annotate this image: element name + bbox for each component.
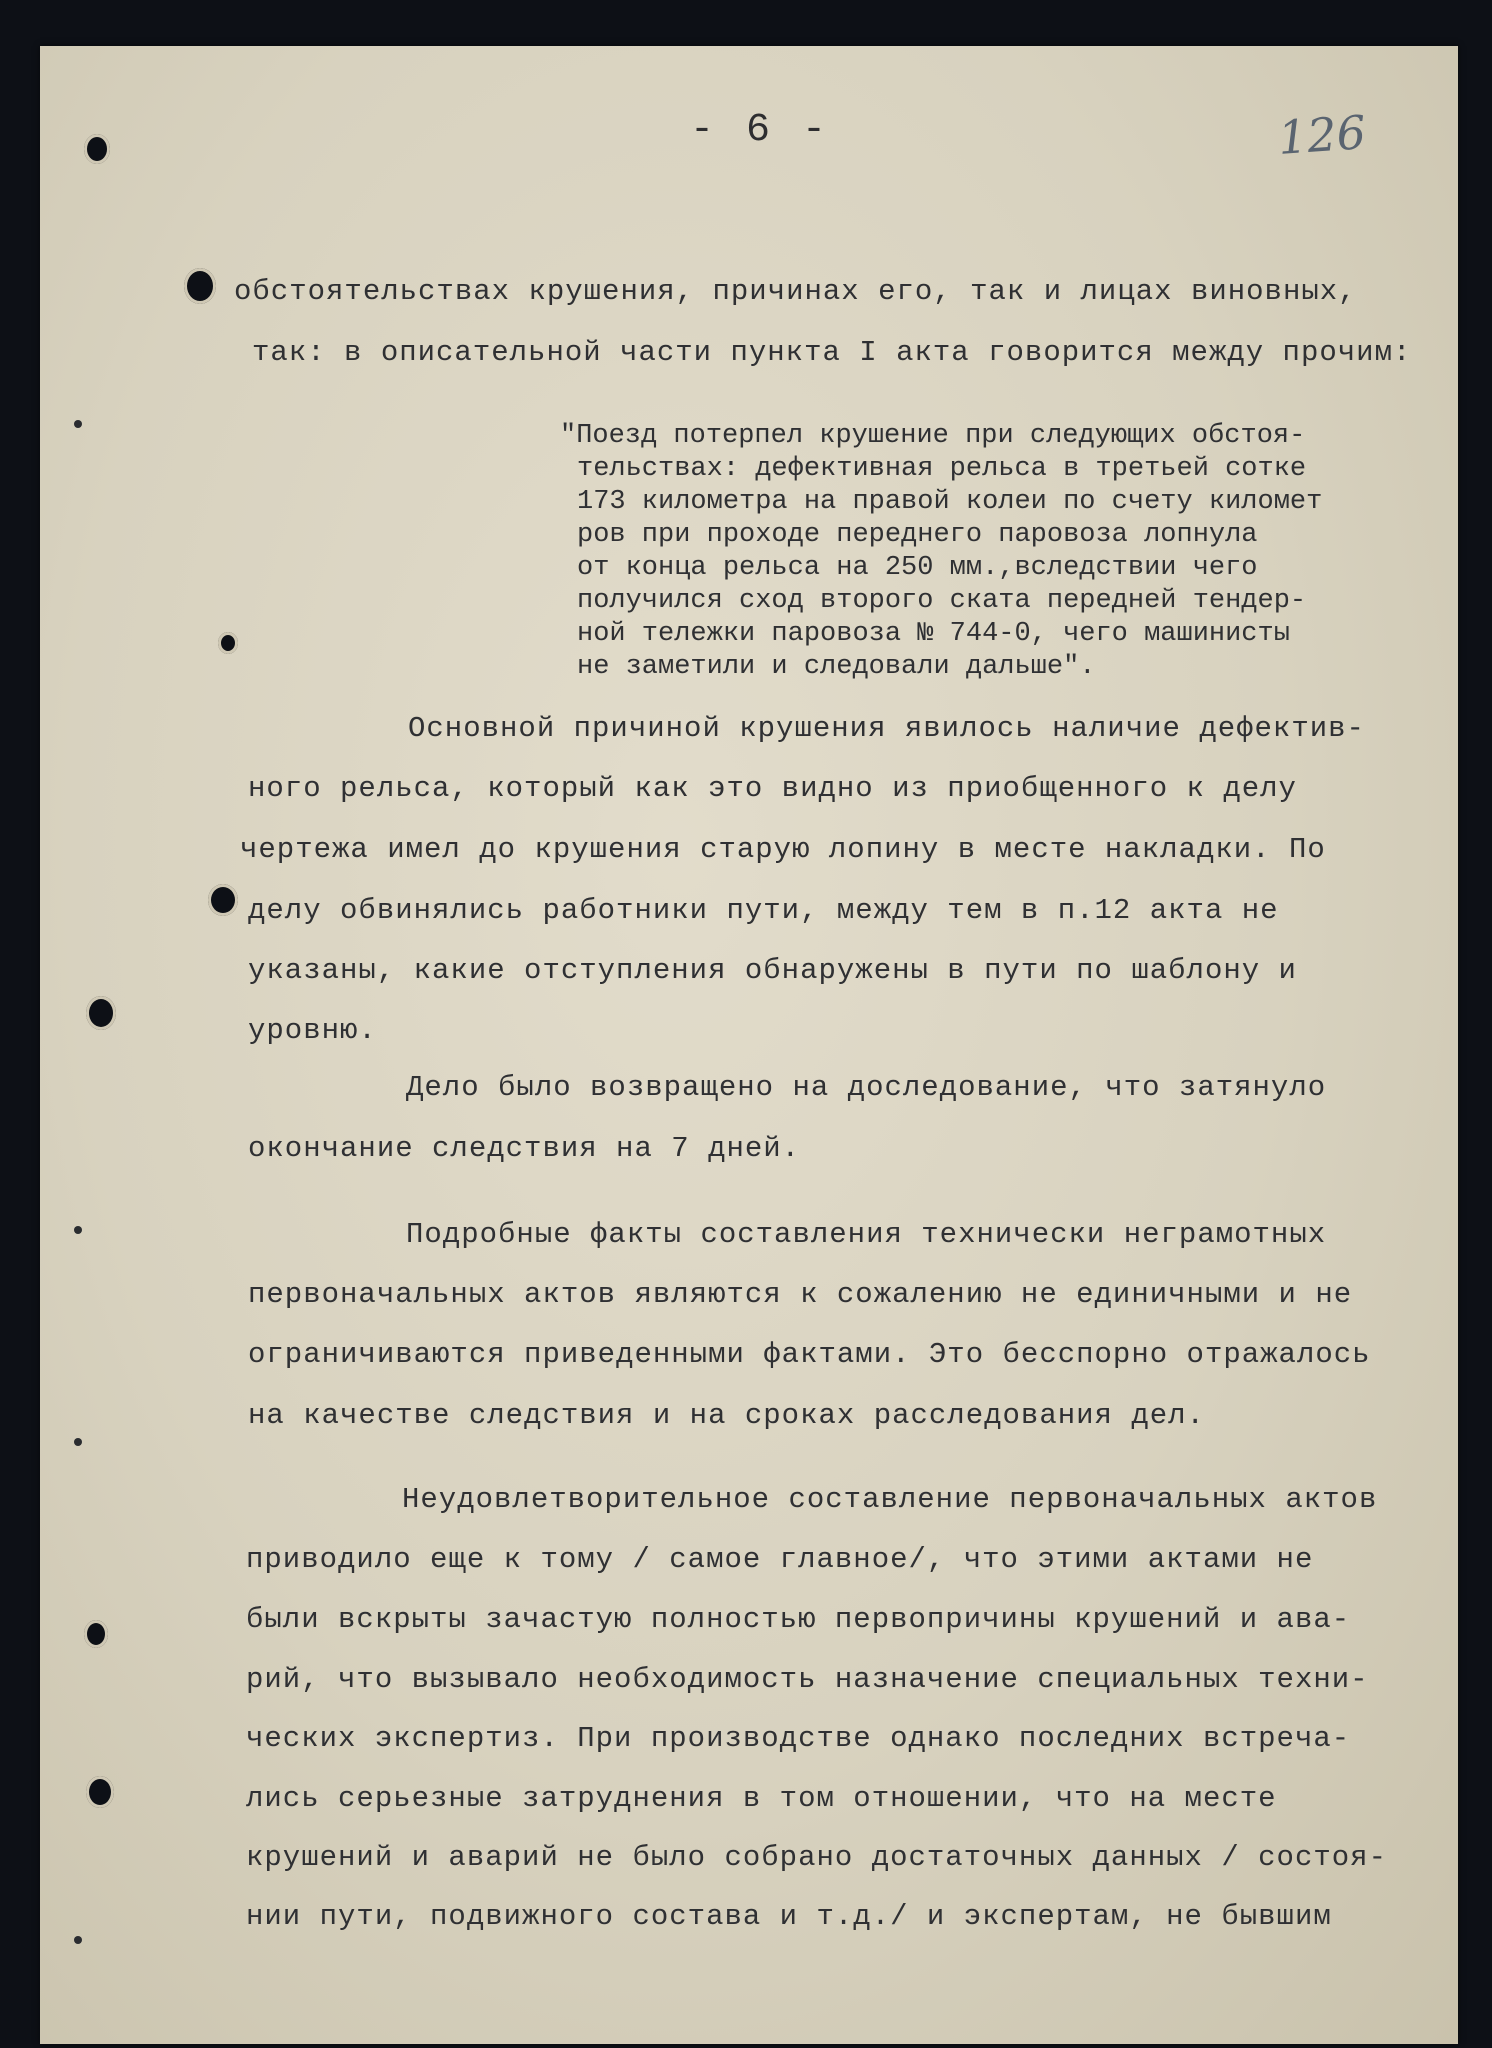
text-line: приводило еще к тому / самое главное/, что этими актами не	[246, 1543, 1314, 1576]
quote-line: получился сход второго ската передней тендер-	[577, 586, 1307, 616]
punch-mark	[74, 1438, 82, 1446]
text-line: делу обвинялись работники пути, между тем в п.12 акта не	[248, 894, 1279, 927]
text-line: чертежа имел до крушения старую лопину в месте накладки. По	[240, 833, 1326, 866]
quote-line: "Поезд потерпел крушение при следующих обстоя-	[560, 421, 1306, 451]
text-line: лись серьезные затруднения в том отношении, что на месте	[246, 1782, 1277, 1815]
archive-number: 126	[1276, 105, 1368, 165]
punch-hole	[208, 884, 238, 916]
quote-line: не заметили и следовали дальше".	[577, 652, 1096, 682]
text-line: ограничиваются приведенными фактами. Это бесспорно отражалось	[248, 1338, 1371, 1371]
punch-hole	[86, 1776, 114, 1808]
text-line: ного рельса, который как это видно из приобщенного к делу	[248, 772, 1297, 805]
text-line: окончание следствия на 7 дней.	[248, 1132, 801, 1165]
text-line: обстоятельствах крушения, причинах его, так и лицах виновных,	[234, 275, 1357, 308]
punch-mark	[74, 1226, 82, 1234]
quote-line: ров при проходе переднего паровоза лопнула	[577, 520, 1258, 550]
punch-hole	[84, 1620, 108, 1648]
text-line: Основной причиной крушения явилось наличие дефектив-	[408, 712, 1365, 745]
punch-hole	[84, 134, 110, 164]
quote-line: ной тележки паровоза № 744-0, чего машинисты	[577, 619, 1290, 649]
text-line: уровню.	[248, 1014, 377, 1047]
punch-hole	[218, 632, 238, 654]
punch-hole	[184, 268, 216, 304]
page-number: - 6 -	[690, 108, 831, 153]
quote-line: от конца рельса на 250 мм.,вследствии чего	[577, 553, 1258, 583]
text-line: крушений и аварий не было собрано достаточных данных / состоя-	[246, 1841, 1387, 1874]
punch-hole	[86, 996, 116, 1030]
text-line: на качестве следствия и на сроках расследования дел.	[248, 1399, 1205, 1432]
quote-line: тельствах: дефективная рельса в третьей сотке	[577, 454, 1307, 484]
quote-line: 173 километра на правой колеи по счету километ	[577, 487, 1323, 517]
text-line: были вскрыты зачастую полностью первопричины крушений и ава-	[246, 1603, 1351, 1636]
text-line: рий, что вызывало необходимость назначение специальных техни-	[246, 1663, 1369, 1696]
text-line: Подробные факты составления технически неграмотных	[406, 1218, 1327, 1251]
text-line: нии пути, подвижного состава и т.д./ и экспертам, не бывшим	[246, 1900, 1332, 1933]
punch-mark	[74, 420, 82, 428]
text-line: ческих экспертиз. При производстве однако последних встреча-	[246, 1722, 1351, 1755]
text-line: указаны, какие отступления обнаружены в пути по шаблону и	[248, 954, 1297, 987]
text-line: так: в описательной части пункта I акта говорится между прочим:	[252, 336, 1412, 369]
punch-mark	[74, 1936, 82, 1944]
text-line: Неудовлетворительное составление первоначальных актов	[402, 1483, 1378, 1516]
text-line: первоначальных актов являются к сожалению не единичными и не	[248, 1278, 1353, 1311]
text-line: Дело было возвращено на доследование, что затянуло	[406, 1071, 1327, 1104]
